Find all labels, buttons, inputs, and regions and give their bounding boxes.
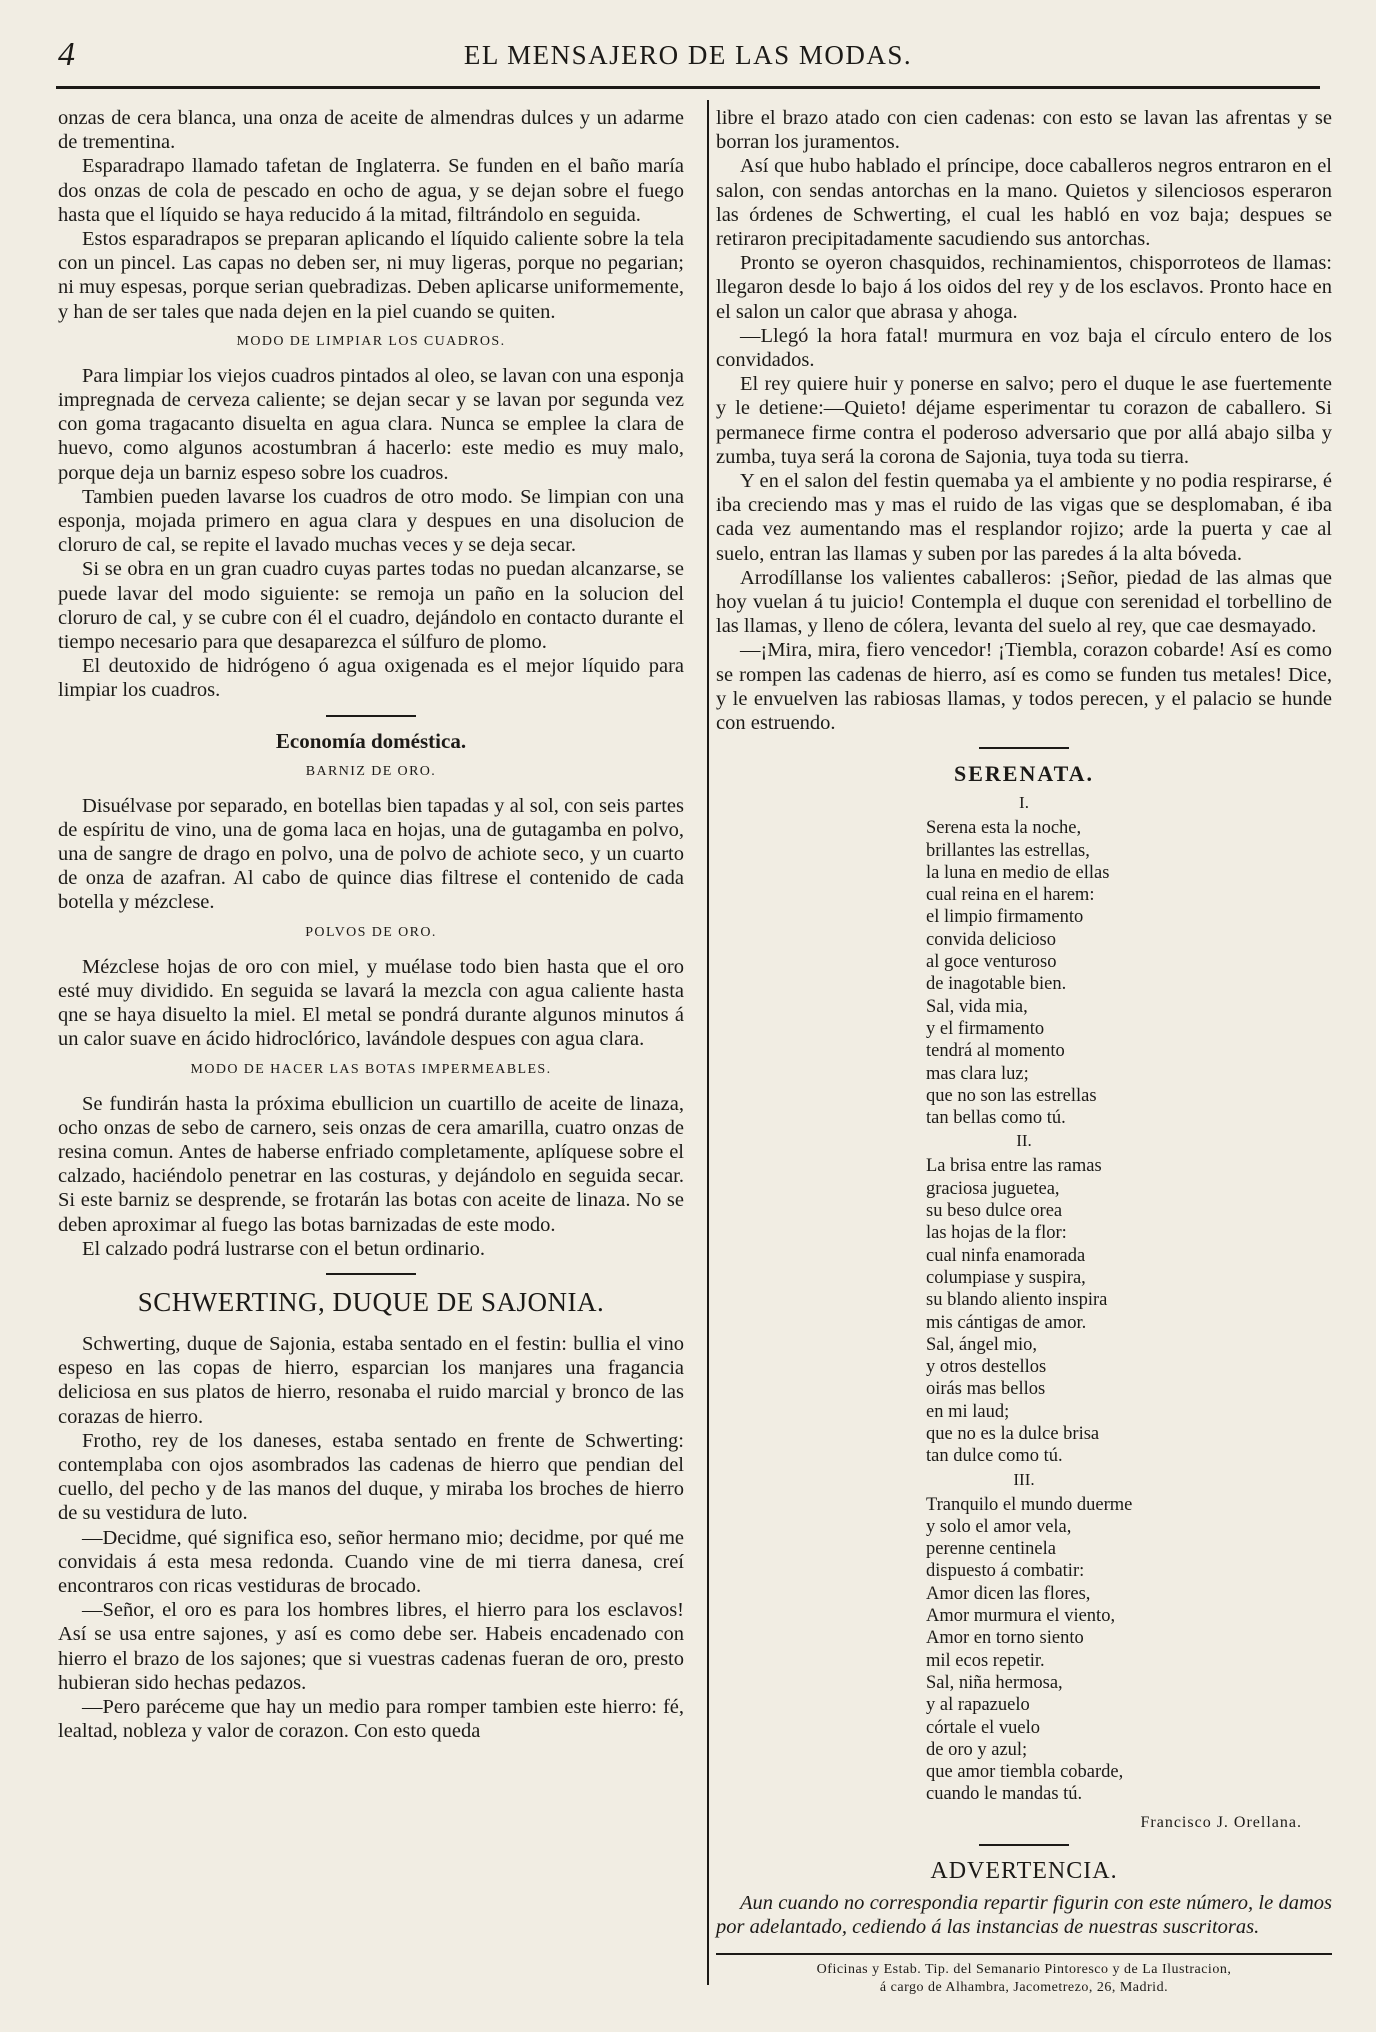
stanza-numeral: II. (1016, 1131, 1032, 1151)
verse-line: convida delicioso (926, 929, 1056, 950)
verse-line: mis cántigas de amor. (926, 1312, 1087, 1333)
verse-line: graciosa juguetea, (926, 1178, 1060, 1199)
paragraph: Se fundirán hasta la próxima ebullicion un cuartillo de aceite de linaza, ocho onzas de sebo de carnero, seis onzas de cera amarilla, cuatro onzas de resina comun. Antes de haberse enfriado completamente, aplíquese sobre el calzado, haciéndolo penetrar en las costuras, y dejándolo en seguida secar. Si este barniz se desprende, se frotarán las botas con aceite de linaza. No se deben aproximar al fuego las botas barnizadas de este modo. (58, 1092, 684, 1236)
verse-line: y otros destellos (926, 1357, 1047, 1378)
subheading: BARNIZ DE ORO. (305, 763, 437, 779)
verse-line: Sal, ángel mio, (926, 1334, 1037, 1355)
verse-line: tendrá al momento (926, 1041, 1065, 1062)
imprint-line: á cargo de Alhambra, Jacometrezo, 26, Madrid. (879, 1980, 1169, 1996)
verse-line: La brisa entre las ramas (926, 1156, 1102, 1177)
poem-stanza (926, 817, 1332, 1129)
verse-line: las hojas de la flor: (926, 1223, 1067, 1244)
notice-title: ADVERTENCIA. (930, 1857, 1118, 1884)
stanza-numeral: III. (1013, 1469, 1035, 1489)
verse-line: mas clara luz; (926, 1063, 1029, 1084)
paragraph: libre el brazo atado con cien cadenas: con esto se lavan las afrentas y se borran los juramentos. (716, 107, 1332, 154)
verse-line: la luna en medio de ellas (926, 862, 1110, 883)
page-number: 4 (58, 36, 75, 73)
paragraph: —Llegó la hora fatal! murmura en voz baja el círculo entero de los convidados. (716, 324, 1332, 372)
paragraph: Y en el salon del festin quemaba ya el ambiente y no podia respirarse, é iba creciendo mas y mas el ruido de las vigas que se desplomaban, é iba cada vez aumentando mas el resplandor rojizo; arde la puerta y cae al suelo, entran las llamas y suben por las paredes á la alta bóveda. (716, 470, 1332, 565)
section-rule (979, 1844, 1069, 1846)
verse-line: dispuesto á combatir: (926, 1561, 1085, 1582)
verse-line: de oro y azul; (926, 1739, 1028, 1760)
paragraph: Esparadrapo llamado tafetan de Inglaterra. Se funden en el baño maría dos onzas de cola de pescado en ocho de agua, y se dejan sobre el fuego hasta que el líquido se haya reducido á la mitad, filtrándolo en seguida. (58, 155, 684, 226)
subheading: POLVOS DE ORO. (305, 924, 437, 940)
paragraph: Estos esparadrapos se preparan aplicando el líquido caliente sobre la tela con un pincel. Las capas no deben ser, ni muy ligeras, porque no pegarian; ni muy espesas, porque serian quebradizas. Deben aplicarse uniformemente, y han de ser tales que nada dejen en la piel cuando se quiten. (58, 228, 684, 323)
paragraph: Para limpiar los viejos cuadros pintados al oleo, se lavan con una esponja impregnada de cerveza caliente; se dejan secar y se lavan por segunda vez con goma tragacanto disuelta en agua clara. Nunca se emplee la clara de huevo, como algunos acostumbran á hacerlo: este medio es muy malo, porque deja un barniz espeso sobre los cuadros. (58, 364, 684, 484)
poem-stanzas (716, 793, 1332, 1805)
verse-line: oirás mas bellos (926, 1379, 1046, 1400)
author-signature: Francisco J. Orellana. (1140, 1813, 1302, 1831)
section-rule (326, 1273, 416, 1275)
stanza-numeral: I. (1019, 793, 1029, 813)
paragraph: Schwerting, duque de Sajonia, estaba sentado en el festin: bullia el vino espeso en las copas de hierro, esparcian los manjares una fragancia deliciosa en sus platos de hierro, resonaba el ruido marcial y bronco de las corazas de hierro. (58, 1332, 684, 1428)
paragraph: El deutoxido de hidrógeno ó agua oxigenada es el mejor líquido para limpiar los cuadros. (58, 655, 684, 702)
section-rule (326, 715, 416, 717)
paragraph: El rey quiere huir y ponerse en salvo; pero el duque le ase fuertemente y le detiene:—Quieto! déjame esperimentar tu corazon de caballero. Si permanece firme contra el poderoso adversario que por allá abajo silba y zumba, tuya será la corona de Sajonia, tuya toda su tierra. (716, 373, 1332, 468)
poem-stanza (926, 1494, 1332, 1806)
section-rule (979, 747, 1069, 749)
verse-line: en mi laud; (926, 1401, 1010, 1422)
verse-line: mil ecos repetir. (926, 1650, 1045, 1671)
verse-line: córtale el vuelo (926, 1717, 1041, 1738)
verse-line: su blando aliento inspira (926, 1290, 1108, 1311)
verse-line: cual ninfa enamorada (926, 1245, 1086, 1266)
paragraph: Frotho, rey de los daneses, estaba sentado en frente de Schwerting: contemplaba con ojos asombrados las cadenas de hierro que pendian del cuello, del pecho y de las manos del duque, y miraba los broches de hierro de su vestidura de luto. (58, 1429, 684, 1525)
verse-line: Sal, niña hermosa, (926, 1672, 1063, 1693)
verse-line: perenne centinela (926, 1539, 1056, 1560)
verse-line: Amor dicen las flores, (926, 1583, 1091, 1604)
verse-line: y al rapazuelo (926, 1695, 1030, 1716)
verse-line: al goce venturoso (926, 952, 1057, 973)
verse-line: y solo el amor vela, (926, 1516, 1072, 1537)
verse-line: Amor murmura el viento, (926, 1606, 1116, 1627)
column-divider (707, 100, 709, 1985)
verse-line: columpiase y suspira, (926, 1267, 1086, 1288)
verse-line: Sal, vida mia, (926, 996, 1028, 1017)
paragraph: Así que hubo hablado el príncipe, doce caballeros negros entraron en el salon, con sendas antorchas en la mano. Quietos y silenciosos esperaron las órdenes de Schwerting, el cual les habló en voz baja; despues se retiraron precipitadamente sacudiendo sus antorchas. (716, 155, 1332, 251)
verse-line: Amor en torno siento (926, 1628, 1084, 1649)
verse-line: cuando le mandas tú. (926, 1784, 1083, 1805)
verse-line: de inagotable bien. (926, 974, 1067, 995)
header-rule (56, 86, 1320, 89)
subheading: MODO DE HACER LAS BOTAS IMPERMEABLES. (190, 1061, 552, 1077)
verse-line: que no son las estrellas (926, 1085, 1097, 1106)
right-column (716, 106, 1332, 1997)
paragraph: onzas de cera blanca, una onza de aceite de almendras dulces y un adarme de trementina. (58, 107, 684, 154)
printer-imprint (716, 1953, 1332, 1997)
paragraph: Disuélvase por separado, en botellas bien tapadas y al sol, con seis partes de espíritu de vino, una de goma laca en hojas, una de gutagamba en polvo, una de sangre de drago en polvo, una de polvo de achiote seco, y un cuarto de onza de azafran. Al cabo de quince dias filtrese el contenido de cada botella y mézclese. (58, 794, 684, 914)
paragraph: Tambien pueden lavarse los cuadros de otro modo. Se limpian con una esponja, mojada primero en agua clara y despues en una disolucion de cloruro de cal, se repite el lavado muchas veces y se deja secar. (58, 485, 684, 557)
paragraph: Si se obra en un gran cuadro cuyas partes todas no puedan alcanzarse, se puede lavar del modo siguiente: se remoja un paño en la solucion del cloruro de cal, y se cubre con él el cuadro, dejándolo en contacto durante el tiempo necesario para que desaparezca el súlfuro de plomo. (58, 558, 684, 654)
paragraph: Mézclese hojas de oro con miel, y muélase todo bien hasta que el oro esté muy dividido. En seguida se lavará la mezcla con agua caliente hasta qne se haya disuelto la miel. El metal se pondrá durante algunos minutos á un calor suave en ácido hidroclórico, lavándole despues con agua clara. (58, 955, 684, 1051)
story-title: SCHWERTING, DUQUE DE SAJONIA. (137, 1286, 605, 1317)
poem-stanza (926, 1155, 1332, 1467)
left-column (58, 106, 684, 1743)
paragraph: —Decidme, qué significa eso, señor hermano mio; decidme, por qué me convidais á esta mesa redonda. Cuando vine de mi tierra danesa, creí encontraros con ricas vestiduras de brocado. (58, 1526, 684, 1597)
verse-line: y el firmamento (926, 1018, 1045, 1039)
verse-line: Serena esta la noche, (926, 818, 1082, 839)
paragraph: Pronto se oyeron chasquidos, rechinamientos, chisporroteos de llamas: llegaron desde lo bajo á los oidos del rey y de los esclavos. Pronto hace en el salon un calor que abrasa y ahoga. (716, 252, 1332, 323)
verse-line: que amor tiembla cobarde, (926, 1762, 1124, 1783)
verse-line: brillantes las estrellas, (926, 840, 1090, 861)
verse-line: Tranquilo el mundo duerme (926, 1494, 1133, 1515)
verse-line: tan dulce como tú. (926, 1446, 1063, 1467)
verse-line: que no es la dulce brisa (926, 1424, 1100, 1444)
poem-title: SERENATA. (953, 761, 1095, 787)
paragraph: El calzado podrá lustrarse con el betun ordinario. (82, 1237, 486, 1260)
paragraph: —¡Mira, mira, fiero vencedor! ¡Tiembla, corazon cobarde! Así es como se rompen las cadenas de hierro, así es como se funden tus metales! Dice, y le envuelven las rabiosas llamas, y todos perecen, y el palacio se hunde con estruendo. (716, 639, 1332, 735)
section-heading: Economía doméstica. (275, 728, 467, 753)
verse-line: cual reina en el harem: (926, 885, 1095, 906)
subheading: MODO DE LIMPIAR LOS CUADROS. (236, 333, 506, 349)
paragraph: Arrodíllanse los valientes caballeros: ¡Señor, piedad de las almas que hoy vuelan á tu juicio! Contempla el duque con serenidad el torbellino de las llamas, y lleno de cólera, levanta del suelo al rey, que cae desmayado. (716, 566, 1332, 638)
page-title: EL MENSAJERO DE LAS MODAS. (463, 40, 913, 70)
verse-line: el limpio firmamento (926, 907, 1084, 928)
notice-text: Aun cuando no correspondia repartir figurin con este número, le damos por adelantado, cediendo á las instancias de nuestras suscritoras. (716, 1891, 1332, 1938)
verse-line: tan bellas como tú. (926, 1108, 1066, 1129)
paragraph: —Señor, el oro es para los hombres libres, el hierro para los esclavos! Así se usa entre sajones, y así es como debe ser. Habeis encadenado con hierro el brazo de los sajones; que si vuestras cadenas fueran de oro, presto hubieran sido hechas pedazos. (58, 1599, 684, 1694)
verse-line: su beso dulce orea (926, 1201, 1063, 1222)
imprint-line: Oficinas y Estab. Tip. del Semanario Pintoresco y de La Ilustracion, (816, 1962, 1232, 1978)
paragraph: —Pero paréceme que hay un medio para romper tambien este hierro: fé, lealtad, nobleza y valor de corazon. Con esto queda (58, 1695, 684, 1743)
